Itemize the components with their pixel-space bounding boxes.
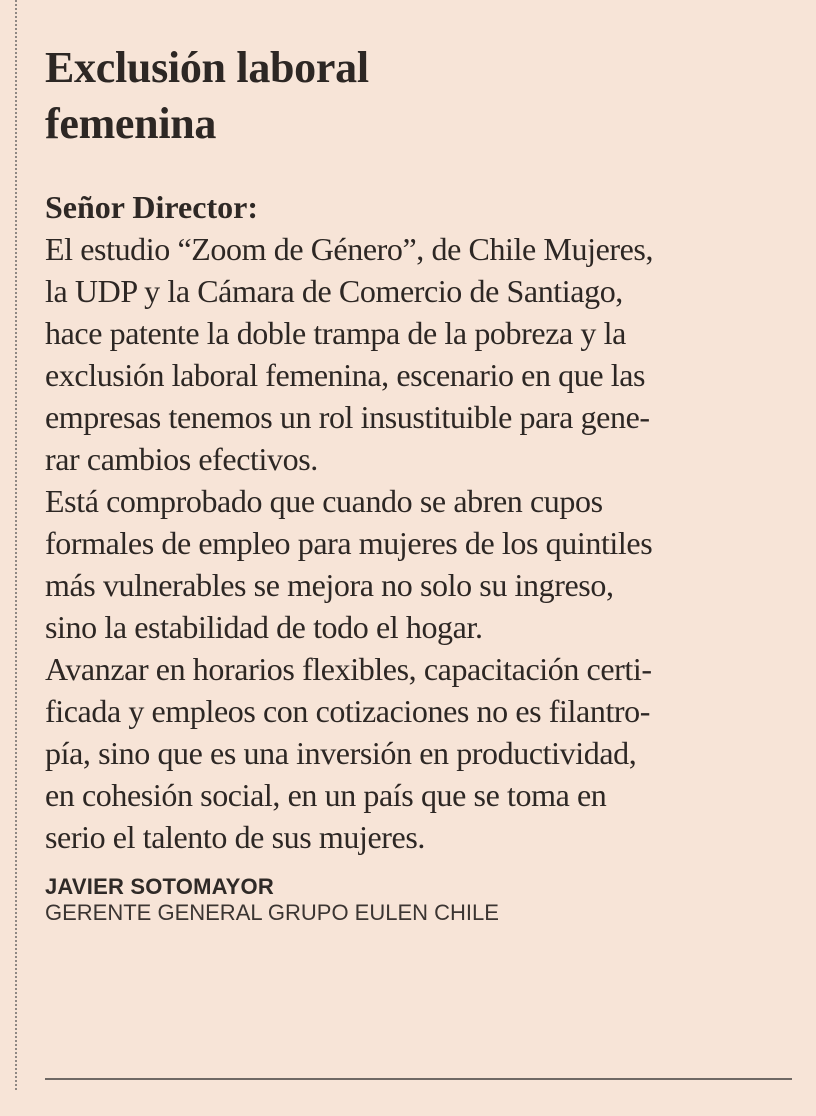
- author-name: JAVIER SOTOMAYOR: [45, 874, 274, 899]
- letter-title: Exclusión laboral femenina: [45, 43, 369, 148]
- bottom-separator: [45, 1078, 792, 1080]
- salutation: Señor Director:: [45, 189, 258, 225]
- author-role: GERENTE GENERAL GRUPO EULEN CHILE: [45, 900, 499, 925]
- signature-block: [45, 874, 795, 926]
- left-dotted-rule: [15, 0, 17, 1090]
- letter-paragraph-1: El estudio “Zoom de Género”, de Chile Mujeres, la UDP y la Cámara de Comercio de Santiago, hace patente la doble trampa de la pobreza y la exclusión laboral femenina, escenario en que las empresas tenemos un rol insustituible para gene- rar cambios efectivos.: [45, 231, 654, 477]
- letter-paragraph-3: Avanzar en horarios flexibles, capacitación certi- ficada y empleos con cotizaciones no es filantro- pía, sino que es una inversión en productividad, en cohesión social, en un país que se toma en serio el talento de sus mujeres.: [45, 651, 652, 855]
- letter-to-editor: [45, 40, 795, 926]
- letter-paragraph-2: Está comprobado que cuando se abren cupos formales de empleo para mujeres de los quintiles más vulnerables se mejora no solo su ingreso, sino la estabilidad de todo el hogar.: [45, 483, 653, 645]
